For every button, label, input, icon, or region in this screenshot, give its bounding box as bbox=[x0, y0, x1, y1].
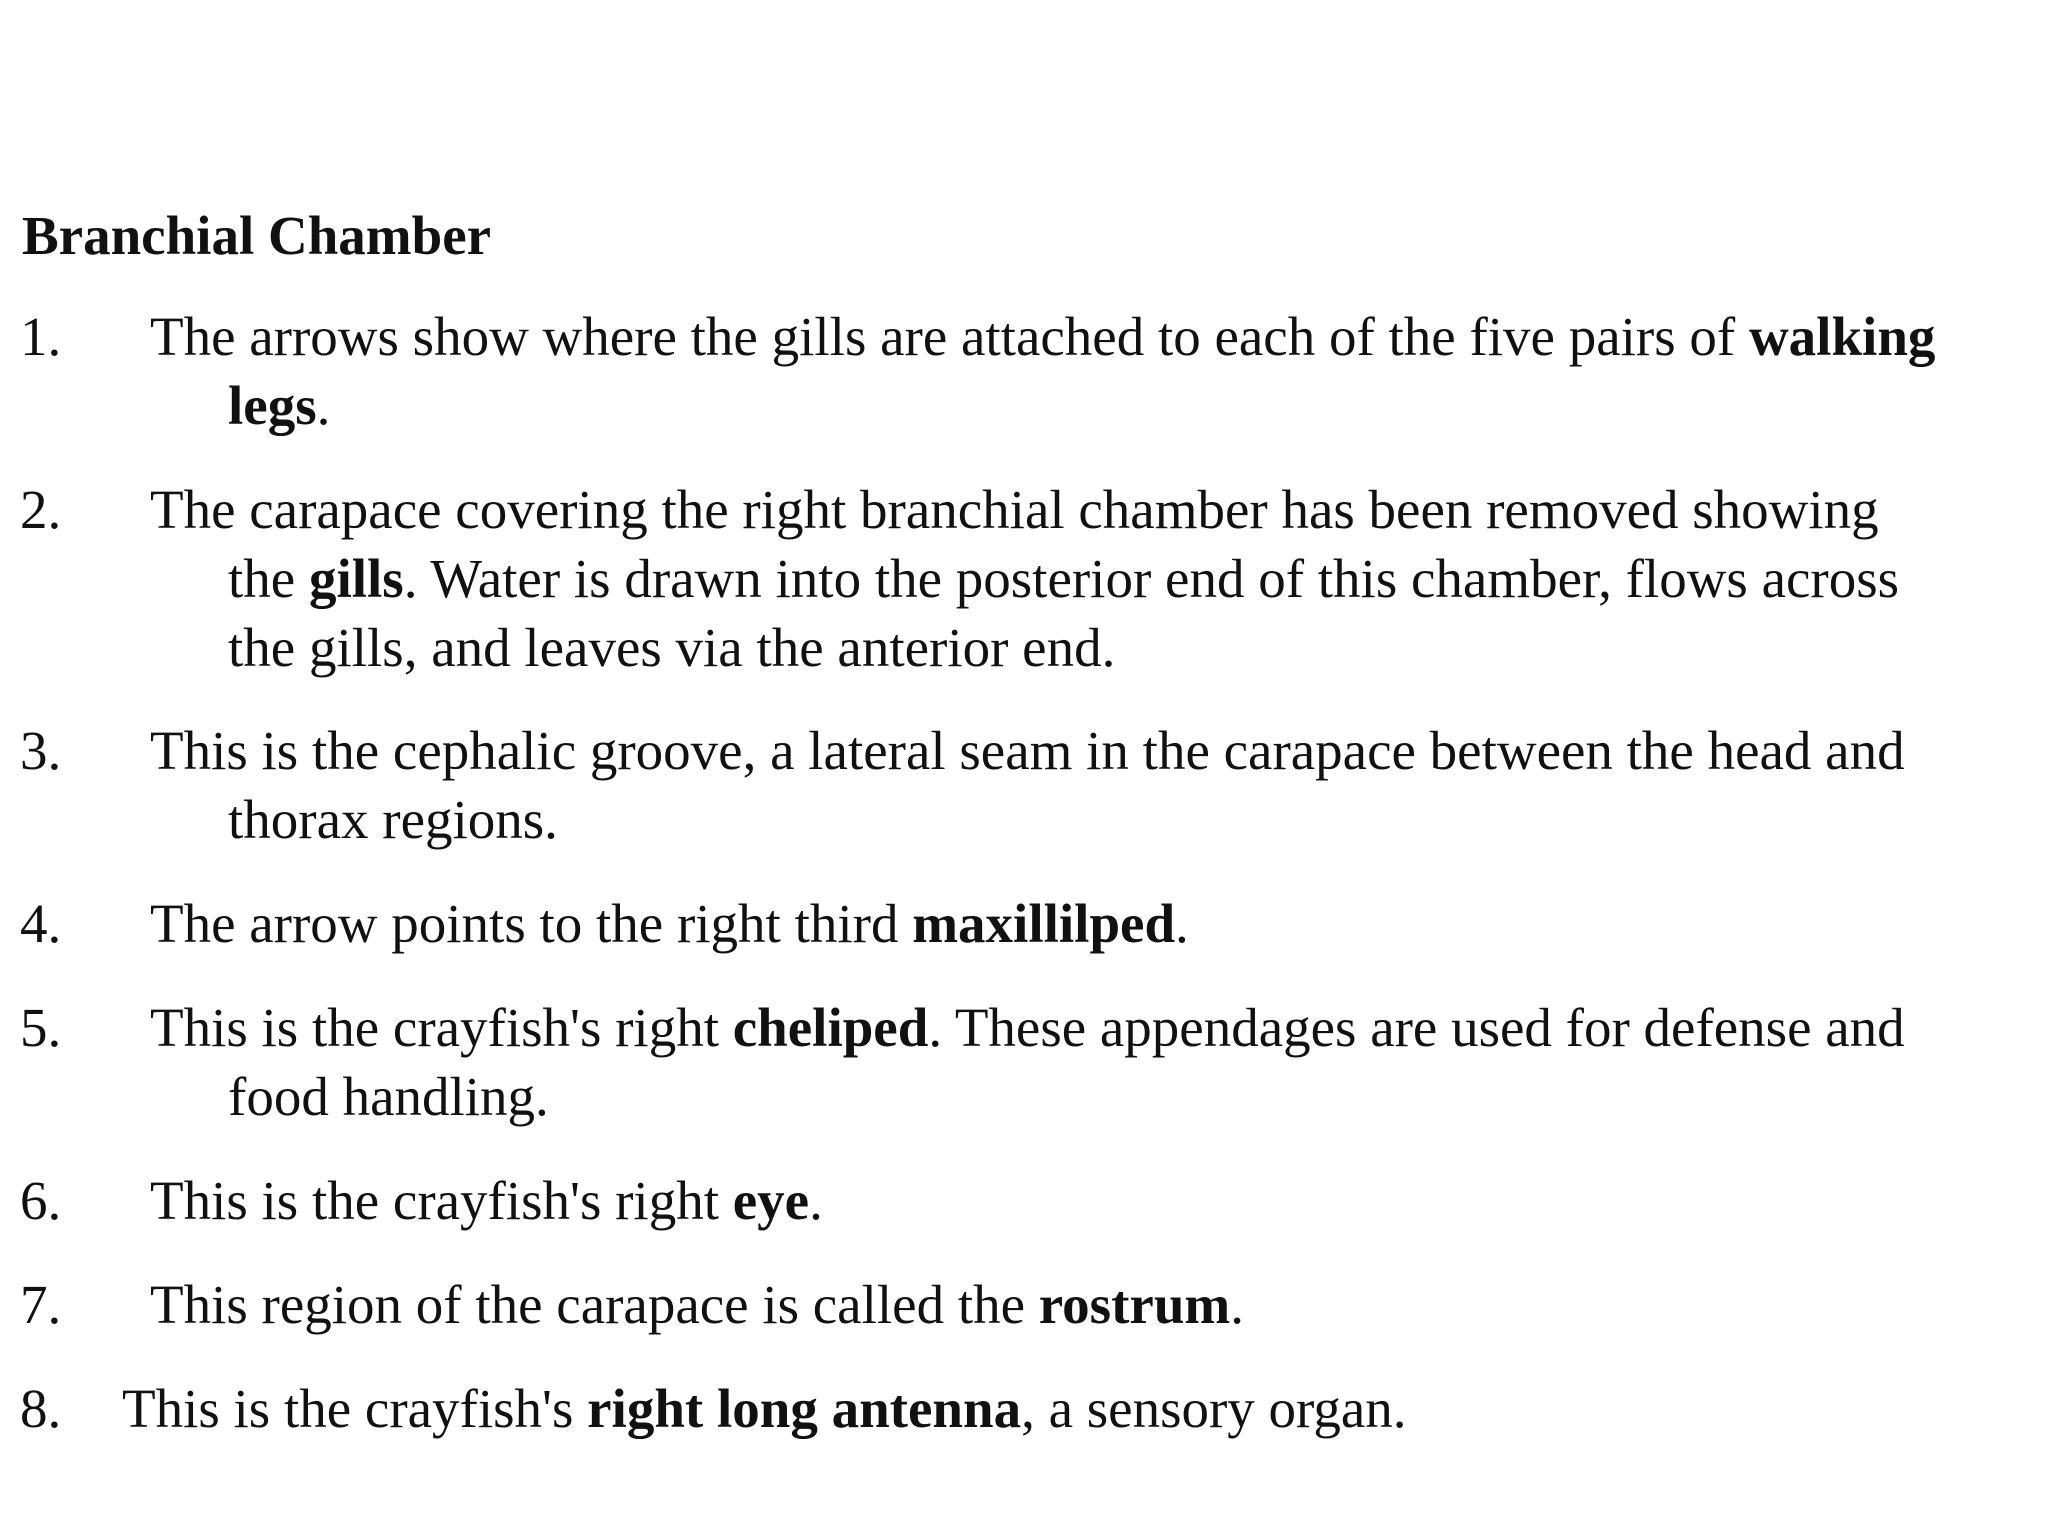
text-run: This is the cephalic groove, a lateral seam in the carapace between the head and bbox=[150, 720, 1905, 781]
text-run: food handling. bbox=[228, 1066, 549, 1127]
item-line bbox=[122, 1374, 2002, 1443]
item-text bbox=[150, 889, 2030, 958]
text-run: . Water is drawn into the posterior end of this chamber, flows across bbox=[403, 548, 1900, 609]
text-run: . bbox=[1230, 1274, 1244, 1335]
term-cheliped: cheliped bbox=[732, 997, 929, 1058]
text-run: This region of the carapace is called the bbox=[150, 1274, 1039, 1335]
item-line bbox=[150, 302, 2030, 371]
text-run: . bbox=[316, 375, 331, 436]
item-line bbox=[150, 889, 2030, 958]
item-number: 7. bbox=[20, 1274, 62, 1335]
item-line bbox=[150, 613, 2030, 682]
item-text bbox=[122, 1374, 2002, 1443]
term-gills: gills bbox=[308, 548, 404, 609]
item-line bbox=[150, 1270, 2030, 1339]
text-run: the gills, and leaves via the anterior end. bbox=[228, 617, 1116, 678]
item-line bbox=[150, 785, 2030, 854]
item-line bbox=[150, 1062, 2030, 1131]
item-text bbox=[150, 993, 2030, 1131]
item-line bbox=[150, 993, 2030, 1062]
text-run: . bbox=[809, 1170, 823, 1231]
item-number: 8. bbox=[20, 1378, 62, 1439]
term-rostrum: rostrum bbox=[1038, 1274, 1231, 1335]
text-run: The arrow points to the right third bbox=[150, 893, 913, 954]
item-line bbox=[150, 544, 2030, 613]
item-text bbox=[150, 1166, 2030, 1235]
item-number: 2. bbox=[20, 479, 62, 540]
item-number: 3. bbox=[20, 720, 62, 781]
text-run: the bbox=[228, 548, 309, 609]
text-run: , a sensory organ. bbox=[1021, 1378, 1407, 1439]
text-run: . bbox=[1175, 893, 1189, 954]
text-run: thorax regions. bbox=[228, 789, 558, 850]
item-text bbox=[150, 716, 2030, 854]
item-text bbox=[150, 475, 2030, 682]
item-number: 1. bbox=[20, 306, 62, 367]
item-text bbox=[150, 1270, 2030, 1339]
item-number: 4. bbox=[20, 893, 62, 954]
item-number: 6. bbox=[20, 1170, 62, 1231]
item-line bbox=[150, 475, 2030, 544]
text-run: This is the crayfish's right bbox=[150, 997, 733, 1058]
item-text bbox=[150, 302, 2030, 440]
text-run: The arrows show where the gills are attached to each of the five pairs of bbox=[150, 306, 1749, 367]
item-line bbox=[150, 716, 2030, 785]
text-run: . These appendages are used for defense and bbox=[928, 997, 1905, 1058]
term-maxillilped: maxillilped bbox=[912, 893, 1176, 954]
text-run: The carapace covering the right branchial chamber has been removed showing bbox=[150, 479, 1879, 540]
page-title: Branchial Chamber bbox=[22, 205, 492, 266]
text-run: This is the crayfish's bbox=[122, 1378, 588, 1439]
item-line bbox=[150, 1166, 2030, 1235]
term-eye: eye bbox=[732, 1170, 810, 1231]
term-legs: legs bbox=[228, 375, 317, 436]
text-run: This is the crayfish's right bbox=[150, 1170, 733, 1231]
term-walking: walking bbox=[1748, 306, 1936, 367]
term-right-long-antenna: right long antenna bbox=[587, 1378, 1022, 1439]
item-number: 5. bbox=[20, 997, 62, 1058]
item-line bbox=[150, 371, 2030, 440]
